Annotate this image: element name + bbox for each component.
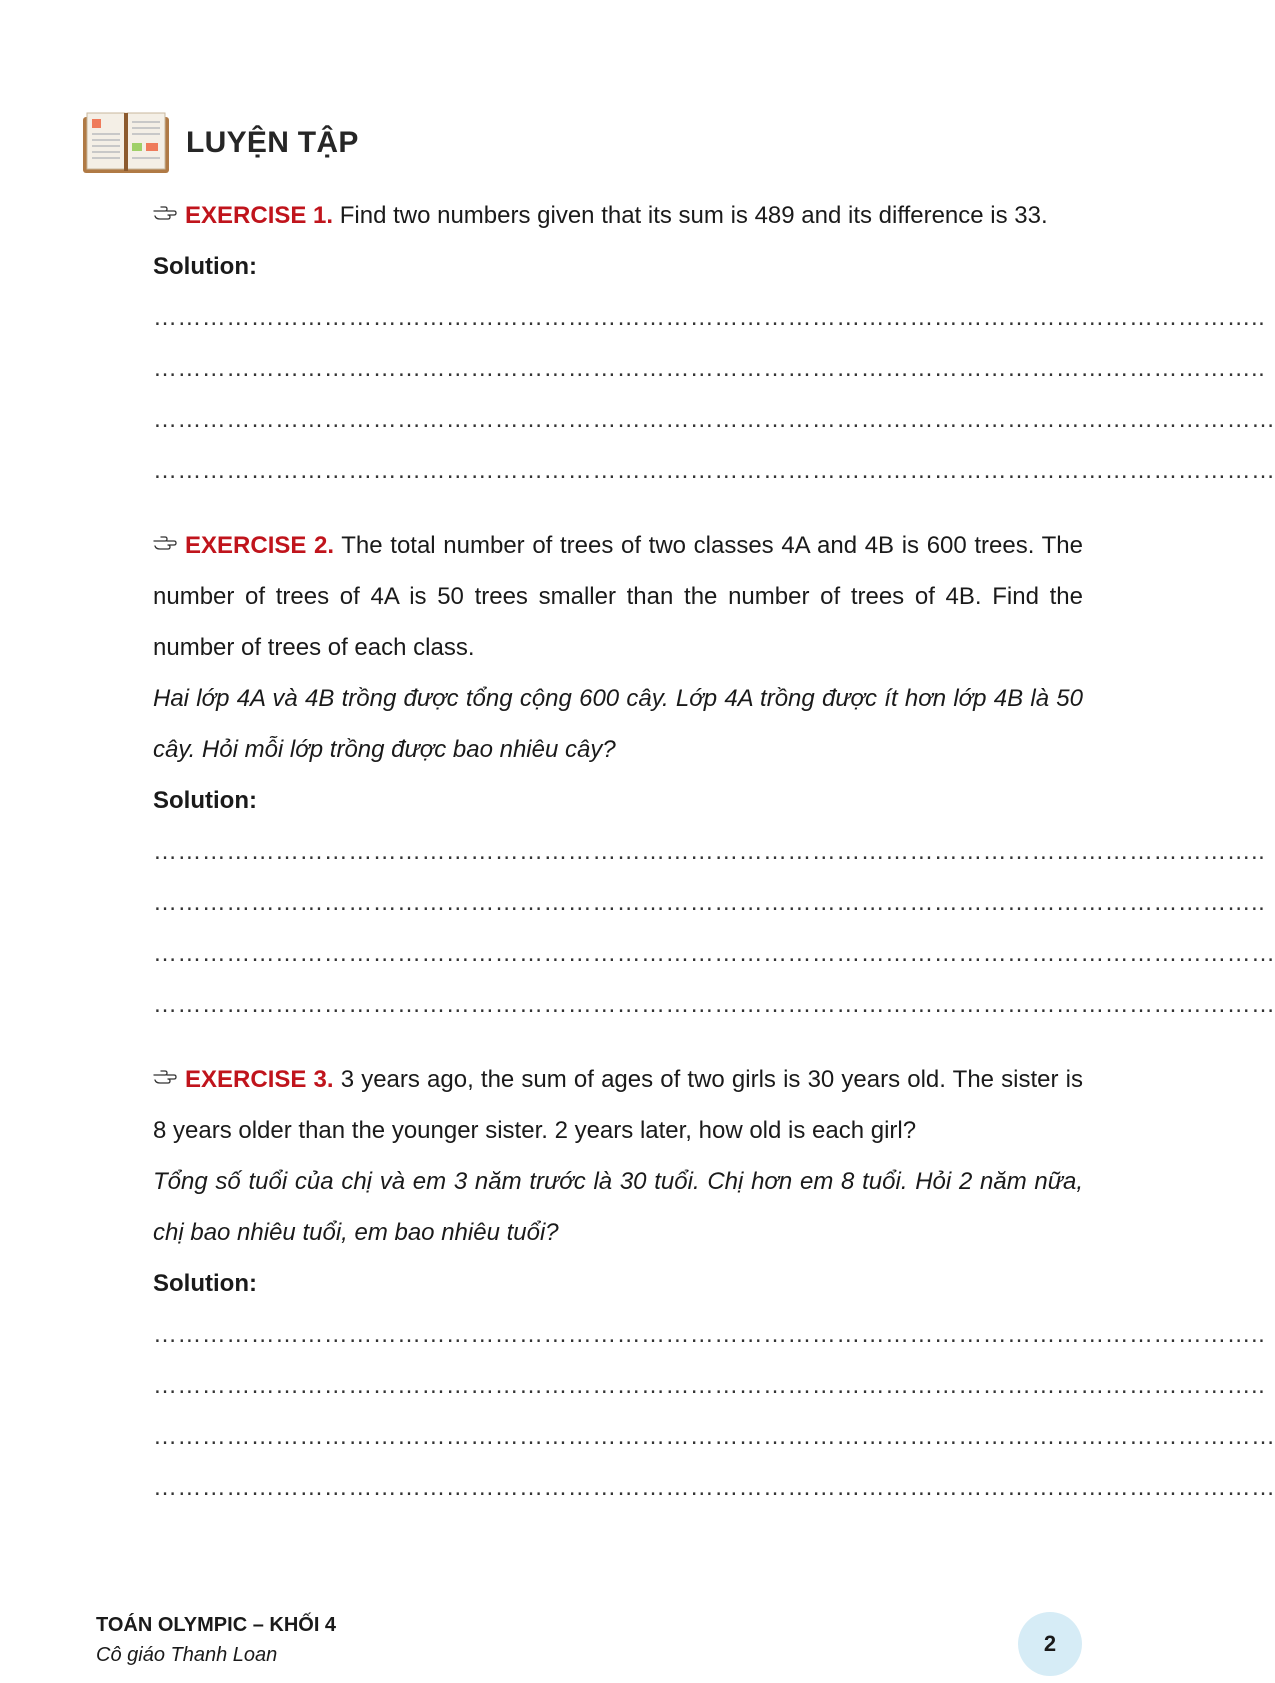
section-title: LUYỆN TẬP	[186, 126, 359, 159]
section-header	[82, 108, 359, 178]
page-footer	[96, 1610, 336, 1670]
exercise-1-label: EXERCISE 1.	[185, 202, 334, 229]
pointing-hand-icon	[153, 1069, 177, 1085]
exercise-1-answer-line[interactable]: ………………………………………………………………………………………………………………………..	[153, 304, 1266, 331]
footer-author: Cô giáo Thanh Loan	[96, 1644, 278, 1666]
exercise-3-answer-line[interactable]: ………………………………………………………………………………………………………………………..	[153, 1372, 1266, 1399]
pointing-hand-icon	[153, 205, 177, 221]
exercise-1-prompt	[153, 190, 1083, 241]
exercise-2-answer-line[interactable]: ………………………………………………………………………………………………………………………..	[153, 889, 1266, 916]
exercise-2-answer-line[interactable]: ………………………………………………………………………………………………………………………..	[153, 838, 1266, 865]
exercise-3-label: EXERCISE 3.	[185, 1066, 334, 1093]
exercise-3-answer-line[interactable]: ………………………………………………………………………………………………………………………..	[153, 1321, 1266, 1348]
exercise-2-answer-line[interactable]: …………………………………………………………………………………………………………………………	[153, 940, 1275, 967]
footer-title: TOÁN OLYMPIC – KHỐI 4	[96, 1614, 337, 1636]
exercise-1-answer-line[interactable]: …………………………………………………………………………………………………………………………	[153, 406, 1275, 433]
exercise-3-solution-label: Solution:	[153, 1270, 257, 1297]
exercise-3-text: 3 years ago, the sum of ages of two girls is 30 years old. The sister is 8 years older than the younger sister. 2 years later, how old is each girl?	[153, 1066, 1084, 1144]
exercise-3-answer-line[interactable]: …………………………………………………………………………………………………………………………	[153, 1423, 1275, 1450]
exercise-2-translation: Hai lớp 4A và 4B trồng được tổng cộng 600 cây. Lớp 4A trồng được ít hơn lớp 4B là 50 cây. Hỏi mỗi lớp trồng được bao nhiêu cây?	[153, 685, 1083, 763]
exercise-2-text: The total number of trees of two classes 4A and 4B is 600 trees. The number of trees of 4A is 50 trees smaller than the number of trees of 4B. Find the number of trees of each class.	[153, 532, 1083, 661]
exercise-2-label: EXERCISE 2.	[185, 532, 335, 559]
pointing-hand-icon	[153, 535, 177, 551]
exercise-1-answer-line[interactable]: …………………………………………………………………………………………………………………………	[153, 457, 1275, 484]
exercise-2-answer-line[interactable]: …………………………………………………………………………………………………………………………	[153, 991, 1275, 1018]
exercise-3-translation: Tổng số tuổi của chị và em 3 năm trước là 30 tuổi. Chị hơn em 8 tuổi. Hỏi 2 năm nữa, chị bao nhiêu tuổi, em bao nhiêu tuổi?	[153, 1168, 1083, 1246]
exercise-list	[153, 190, 1275, 1513]
exercise-1-answer-line[interactable]: ………………………………………………………………………………………………………………………..	[153, 355, 1266, 382]
exercise-1	[153, 190, 1275, 496]
exercise-3-prompt	[153, 1054, 1083, 1156]
exercise-3	[153, 1054, 1275, 1513]
page-number-badge: 2	[1018, 1612, 1082, 1676]
exercise-2-solution-label: Solution:	[153, 787, 257, 814]
exercise-2-prompt	[153, 520, 1083, 673]
exercise-2	[153, 520, 1275, 1030]
exercise-3-answer-line[interactable]: …………………………………………………………………………………………………………………………	[153, 1474, 1275, 1501]
exercise-1-solution-label: Solution:	[153, 253, 257, 280]
exercise-1-text: Find two numbers given that its sum is 489 and its difference is 33.	[333, 202, 1048, 229]
open-book-icon	[82, 111, 170, 175]
